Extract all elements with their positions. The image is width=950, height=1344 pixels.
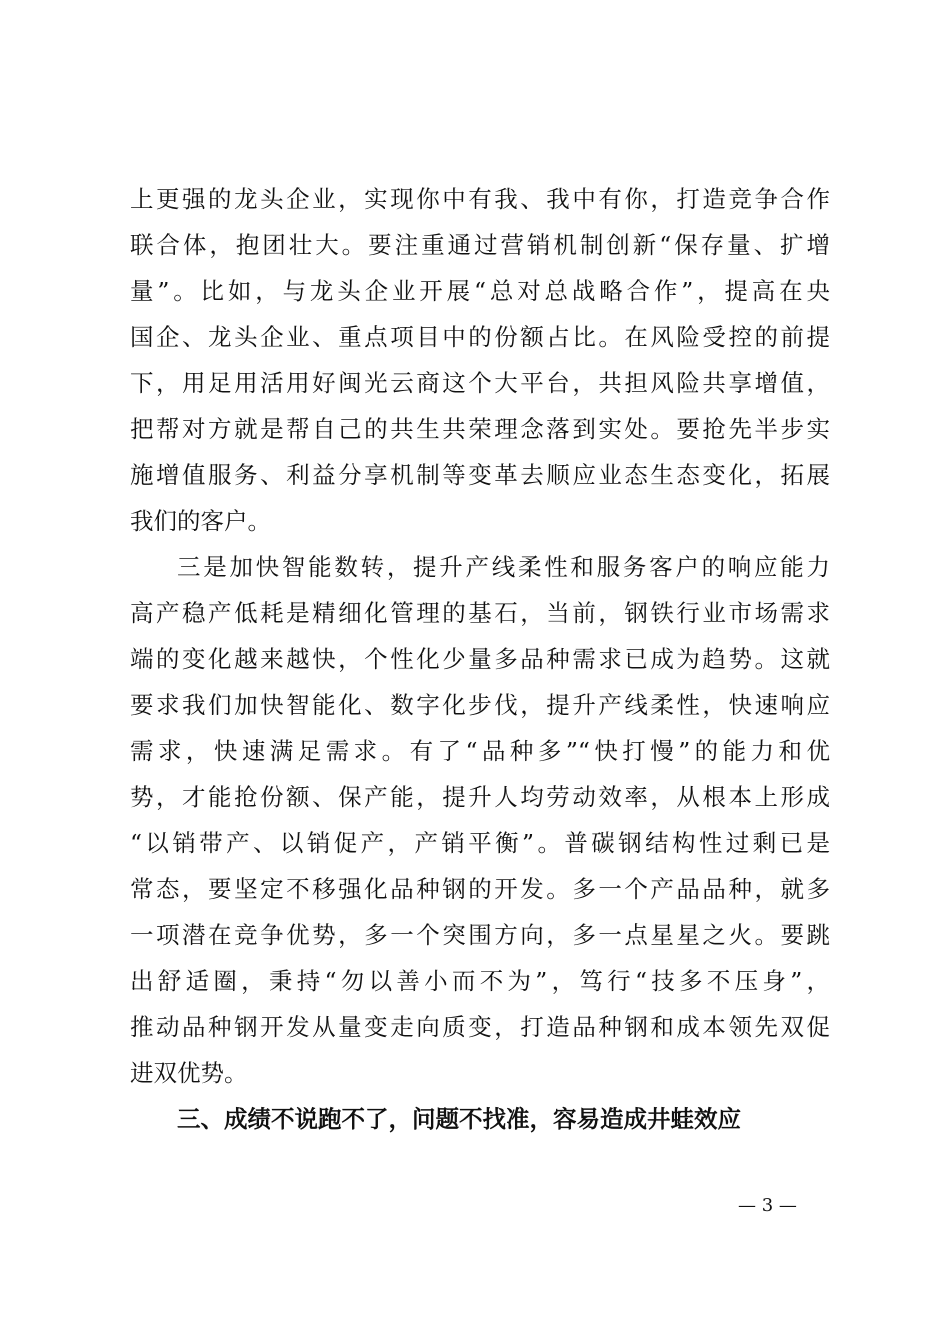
paragraph-line: “以销带产、以销促产，产销平衡”。普碳钢结构性过剩已是 — [130, 829, 830, 857]
paragraph-line: 高产稳产低耗是精细化管理的基石，当前，钢铁行业市场需求 — [130, 599, 830, 627]
paragraph-line: 出舒适圈，秉持“勿以善小而不为”，笃行“技多不压身”， — [130, 967, 830, 995]
paragraph-line: 三是加快智能数转，提升产线柔性和服务客户的响应能力 — [177, 553, 830, 581]
body-text — [130, 176, 830, 1142]
paragraph-line: 联合体，抱团壮大。要注重通过营销机制创新“保存量、扩增 — [130, 231, 830, 259]
paragraph-line: 施增值服务、利益分享机制等变革去顺应业态生态变化，拓展 — [130, 461, 830, 489]
paragraph-line: 把帮对方就是帮自己的共生共荣理念落到实处。要抢先半步实 — [130, 415, 830, 443]
section-heading: 三、成绩不说跑不了，问题不找准，容易造成井蛙效应 — [177, 1105, 741, 1133]
paragraph-line: 下，用足用活用好闽光云商这个大平台，共担风险共享增值， — [130, 369, 830, 397]
paragraph-line: 国企、龙头企业、重点项目中的份额占比。在风险受控的前提 — [130, 323, 830, 351]
paragraph-line: 量”。比如，与龙头企业开展“总对总战略合作”，提高在央 — [130, 277, 830, 305]
paragraph-line: 势，才能抢份额、保产能，提升人均劳动效率，从根本上形成 — [130, 783, 830, 811]
page-number: — 3 — — [738, 1195, 797, 1216]
paragraph-line: 上更强的龙头企业，实现你中有我、我中有你，打造竞争合作 — [130, 185, 830, 213]
paragraph-line: 我们的客户。 — [130, 507, 271, 535]
paragraph-line: 端的变化越来越快，个性化少量多品种需求已成为趋势。这就 — [130, 645, 830, 673]
paragraph-line: 推动品种钢开发从量变走向质变，打造品种钢和成本领先双促 — [130, 1013, 830, 1041]
paragraph-line: 一项潜在竞争优势，多一个突围方向，多一点星星之火。要跳 — [130, 921, 830, 949]
paragraph-line: 需求，快速满足需求。有了“品种多”“快打慢”的能力和优 — [130, 737, 830, 765]
paragraph-line: 常态，要坚定不移强化品种钢的开发。多一个产品品种，就多 — [130, 875, 830, 903]
paragraph-line: 要求我们加快智能化、数字化步伐，提升产线柔性，快速响应 — [130, 691, 830, 719]
paragraph-line: 进双优势。 — [130, 1059, 248, 1087]
